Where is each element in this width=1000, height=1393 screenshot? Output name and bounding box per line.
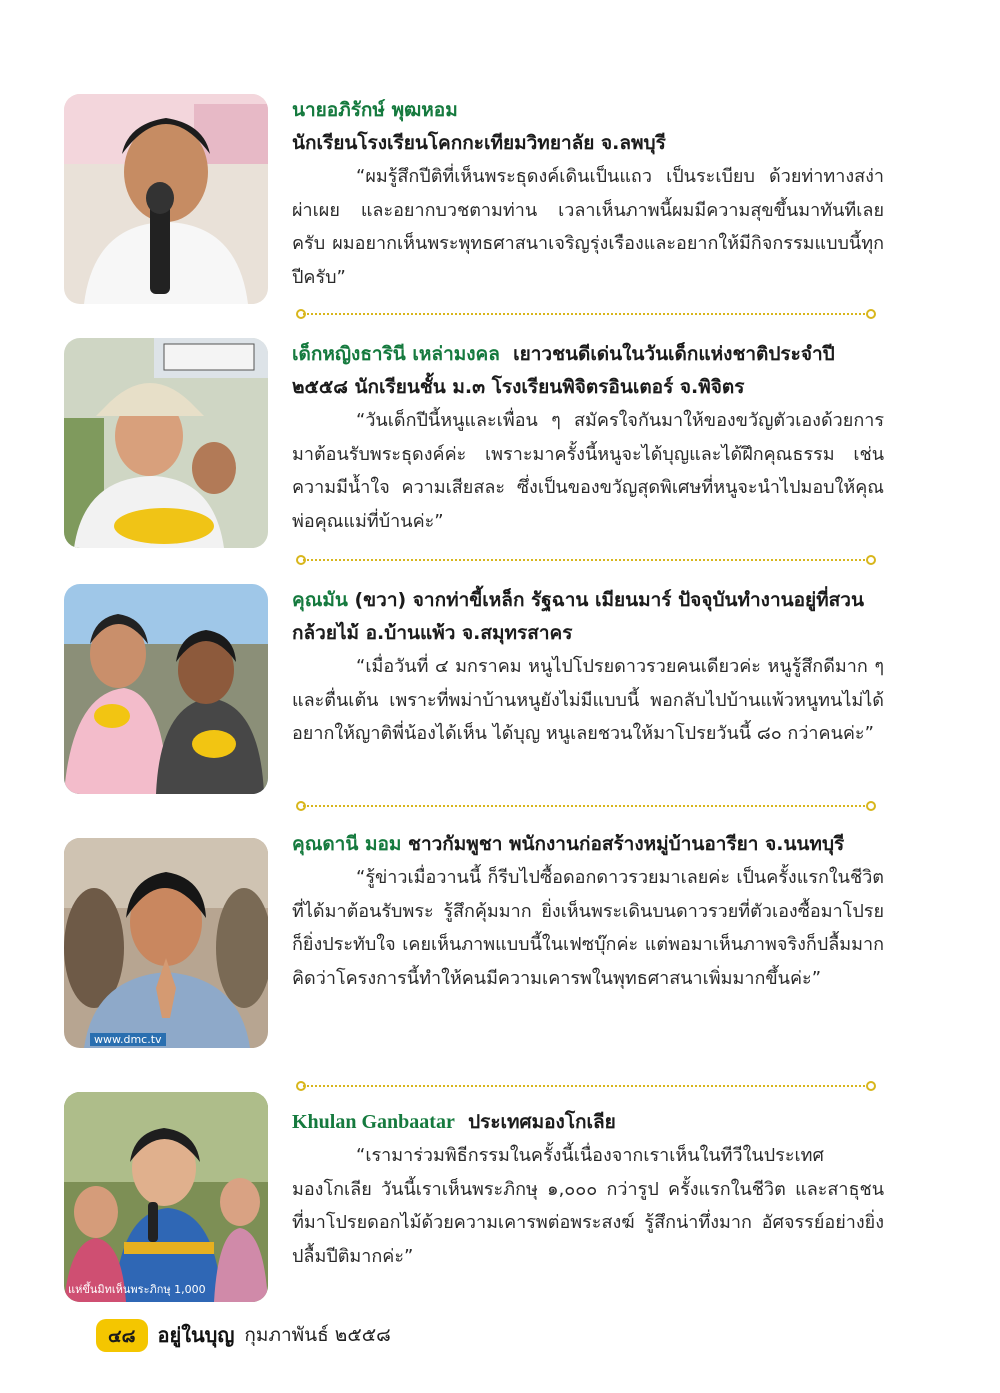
photo-watermark: www.dmc.tv [90,1033,166,1046]
magazine-title: อยู่ในบุญ [157,1323,235,1347]
photo-mongolian-woman [64,1092,268,1302]
person-name: เด็กหญิงธารินี เหล่ามงคล [292,343,500,365]
issue-date: กุมภาพันธ์ ๒๕๕๘ [244,1324,391,1346]
photo-caption: แห่ขึ้นมิทเห็นพระภิกษุ 1,000 [68,1283,206,1296]
portrait-image [64,94,268,304]
page-number: ๔๘ [96,1319,148,1352]
quote-text: “วันเด็กปีนี้หนูและเพื่อน ๆ สมัครใจกันมาให้ของขวัญตัวเองด้วยการมาต้อนรับพระธุดงค์ค่ะ เพราะมาครั้งนี้หนูจะได้บุญและได้ฝึกคุณธรรม เช่น ความมีน้ำใจ ความเสียสละ ซึ่งเป็นของขวัญสุดพิเศษที่หนูจะนำไปมอบให้คุณพ่อคุณแม่ที่บ้านค่ะ” [292,410,884,532]
person-name: คุณดานี มอม [292,833,402,855]
photo-student-girl [64,338,268,548]
person-info: (ขวา) จากท่าขี้เหล็ก รัฐฉาน เมียนมาร์ ปัจจุบันทำงานอยู่ที่สวนกล้วยไม้ อ.บ้านแพ้ว จ.สมุทรสาคร [292,589,864,644]
quote-text: “รู้ข่าวเมื่อวานนี้ ก็รีบไปซื้อดอกดาวรวยมาเลยค่ะ เป็นครั้งแรกในชีวิตที่ได้มาต้อนรับพระ รู้สึกคุ้มมาก ยิ่งเห็นพระเดินบนดาวรวยที่ตัวเองซื้อมาโปรยก็ยิ่งประทับใจ เคยเห็นภาพแบบนี้ในเฟซบุ๊กค่ะ แต่พอมาเห็นภาพจริงก็ปลื้มมาก คิดว่าโครงการนี้ทำให้คนมีความเคารพในพุทธศาสนาเพิ่มมากขึ้นค่ะ” [292,867,884,989]
dotted-separator [296,801,876,811]
person-info: เยาวชนดีเด่นในวันเด็กแห่งชาติประจำปี ๒๕๕๘ นักเรียนชั้น ม.๓ โรงเรียนพิจิตรอินเตอร์ จ.พิจิตร [292,343,835,398]
photo-two-women [64,584,268,794]
page-footer [96,1320,391,1350]
person-info: ชาวกัมพูชา พนักงานก่อสร้างหมู่บ้านอารียา จ.นนทบุรี [408,833,845,855]
person-name: คุณมัน [292,589,348,611]
person-name: Khulan Ganbaatar [292,1111,455,1133]
quote-text: “ผมรู้สึกปีติที่เห็นพระธุดงค์เดินเป็นแถว เป็นระเบียบ ด้วยท่าทางสง่าผ่าเผย และอยากบวชตามท่าน เวลาเห็นภาพนี้ผมมีความสุขขึ้นมาทันทีเลยครับ ผมอยากเห็นพระพุทธศาสนาเจริญรุ่งเรืองและอยากให้มีกิจกรรมแบบนี้ทุกปีครับ” [292,166,884,288]
photo-student-boy [64,94,268,304]
photo-cambodian-woman [64,838,268,1048]
portrait-image [64,1092,268,1302]
quote-text: “เมื่อวันที่ ๔ มกราคม หนูไปโปรยดาวรวยคนเดียวค่ะ หนูรู้สึกดีมาก ๆ และตื่นเต้น เพราะที่พม่าบ้านหนูยังไม่มีแบบนี้ พอกลับไปบ้านแพ้วหนูทนไม่ได้ อยากให้ญาติพี่น้องได้เห็น ได้บุญ หนูเลยชวนให้มาโปรยวันนี้ ๘๐ กว่าคนค่ะ” [292,656,884,744]
portrait-image [64,838,268,1048]
dotted-separator [296,309,876,319]
portrait-image [64,338,268,548]
person-info: ประเทศมองโกเลีย [468,1111,616,1133]
portrait-image [64,584,268,794]
person-info: นักเรียนโรงเรียนโคกกะเทียมวิทยาลัย จ.ลพบุรี [292,132,666,154]
quote-text: “เรามาร่วมพิธีกรรมในครั้งนี้เนื่องจากเราเห็นในทีวีในประเทศมองโกเลีย วันนี้เราเห็นพระภิกษุ ๑,๐๐๐ กว่ารูป ครั้งแรกในชีวิต และสาธุชนที่มาโปรยดอกไม้ด้วยความเคารพต่อพระสงฆ์ รู้สึกน่าทึ่งมาก อัศจรรย์อย่างยิ่ง ปลื้มปีติมากค่ะ” [292,1145,884,1267]
person-name: นายอภิรักษ์ พุฒหอม [292,99,458,121]
dotted-separator [296,555,876,565]
dotted-separator [296,1081,876,1091]
